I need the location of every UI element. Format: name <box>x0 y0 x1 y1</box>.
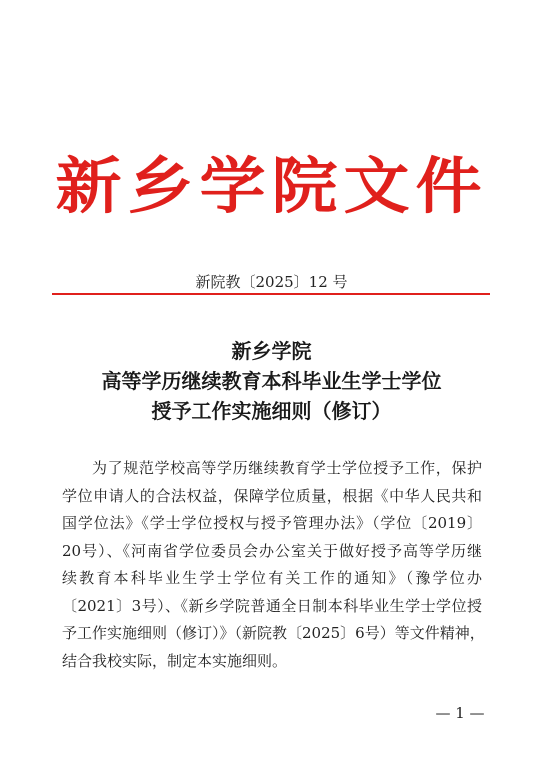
document-body <box>62 455 485 675</box>
body-line: 20号）、《河南省学位委员会办公室关于做好授予高等学历继 <box>62 541 482 560</box>
body-line: 学位申请人的合法权益，保障学位质量，根据《中华人民共和 <box>62 486 482 505</box>
title-line-2: 高等学历继续教育本科毕业生学士学位 <box>101 369 442 393</box>
body-line: 〔2021〕3号）、《新乡学院普通全日制本科毕业生学士学位授 <box>62 596 482 615</box>
document-number: 新院教〔2025〕12 号 <box>195 273 348 291</box>
title-line-3: 授予工作实施细则（修订） <box>151 399 392 423</box>
title-line-1: 新乡学院 <box>231 339 312 363</box>
body-line: 为了规范学校高等学历继续教育学士学位授予工作，保护 <box>92 459 482 477</box>
body-line: 结合我校实际，制定本实施细则。 <box>62 651 288 670</box>
body-line: 国学位法》《学士学位授权与授予管理办法》（学位〔2019〕 <box>62 514 482 532</box>
header-divider <box>52 293 490 295</box>
body-line: 予工作实施细则（修订）》（新院教〔2025〕6号）等文件精神， <box>62 624 485 642</box>
document-title <box>0 336 543 426</box>
document-header-title: 新乡学院文件 <box>55 151 488 222</box>
body-line: 续教育本科毕业生学士学位有关工作的通知》（豫学位办 <box>62 569 482 587</box>
page-number: — 1 — <box>435 704 485 722</box>
